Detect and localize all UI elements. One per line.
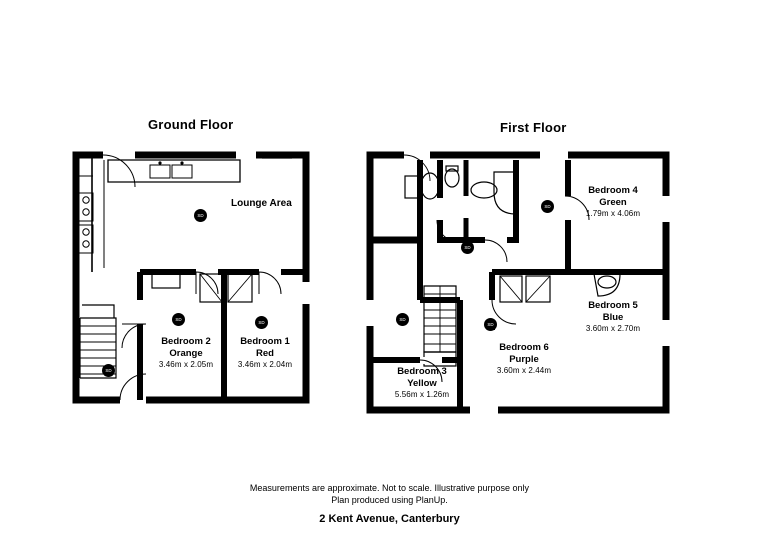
- lounge-line-2: Area: [269, 198, 292, 209]
- smoke-detector-icon: SD: [484, 318, 497, 331]
- room-label-bedroom-3: [379, 366, 465, 401]
- room-colour: Green: [599, 196, 627, 208]
- room-label-bedroom-2: [146, 336, 226, 371]
- smoke-detector-icon: SD: [541, 200, 554, 213]
- room-name: Bedroom 5: [588, 300, 638, 311]
- disclaimer-line-1: Measurements are approximate. Not to scale. Illustrative purpose only: [249, 483, 530, 493]
- room-label-bedroom-1: [225, 336, 305, 371]
- room-label-bedroom-4: [570, 185, 656, 220]
- room-colour: Red: [256, 347, 274, 359]
- room-colour: Purple: [509, 353, 539, 365]
- room-name: Bedroom 1: [240, 336, 290, 347]
- smoke-detector-icon: SD: [102, 364, 115, 377]
- room-name: Bedroom 3: [397, 366, 447, 377]
- room-dimensions: 3.46m x 2.05m: [158, 360, 214, 369]
- smoke-detector-icon: SD: [255, 316, 268, 329]
- room-dimensions: 3.60m x 2.44m: [496, 366, 552, 375]
- disclaimer-line-2: Plan produced using PlanUp.: [331, 495, 448, 505]
- room-label-bedroom-5: [570, 300, 656, 335]
- room-label-bedroom-6: [481, 342, 567, 377]
- room-name: Bedroom 6: [499, 342, 549, 353]
- room-colour: Orange: [169, 347, 203, 359]
- room-colour: Yellow: [407, 377, 437, 389]
- room-dimensions: 5.56m x 1.26m: [394, 390, 450, 399]
- lounge-line-1: Lounge: [231, 198, 268, 209]
- room-colour: Blue: [602, 311, 624, 323]
- smoke-detector-icon: SD: [461, 241, 474, 254]
- property-address: 2 Kent Avenue, Canterbury: [319, 513, 460, 525]
- first-floor-title: First Floor: [500, 120, 567, 135]
- lounge-area-label: [231, 198, 291, 210]
- room-dimensions: 1.79m x 4.06m: [585, 209, 641, 218]
- smoke-detector-icon: SD: [396, 313, 409, 326]
- room-name: Bedroom 2: [161, 336, 211, 347]
- room-dimensions: 3.46m x 2.04m: [237, 360, 293, 369]
- smoke-detector-icon: SD: [194, 209, 207, 222]
- room-name: Bedroom 4: [588, 185, 638, 196]
- ground-floor-title: Ground Floor: [148, 117, 234, 132]
- room-dimensions: 3.60m x 2.70m: [585, 324, 641, 333]
- smoke-detector-icon: SD: [172, 313, 185, 326]
